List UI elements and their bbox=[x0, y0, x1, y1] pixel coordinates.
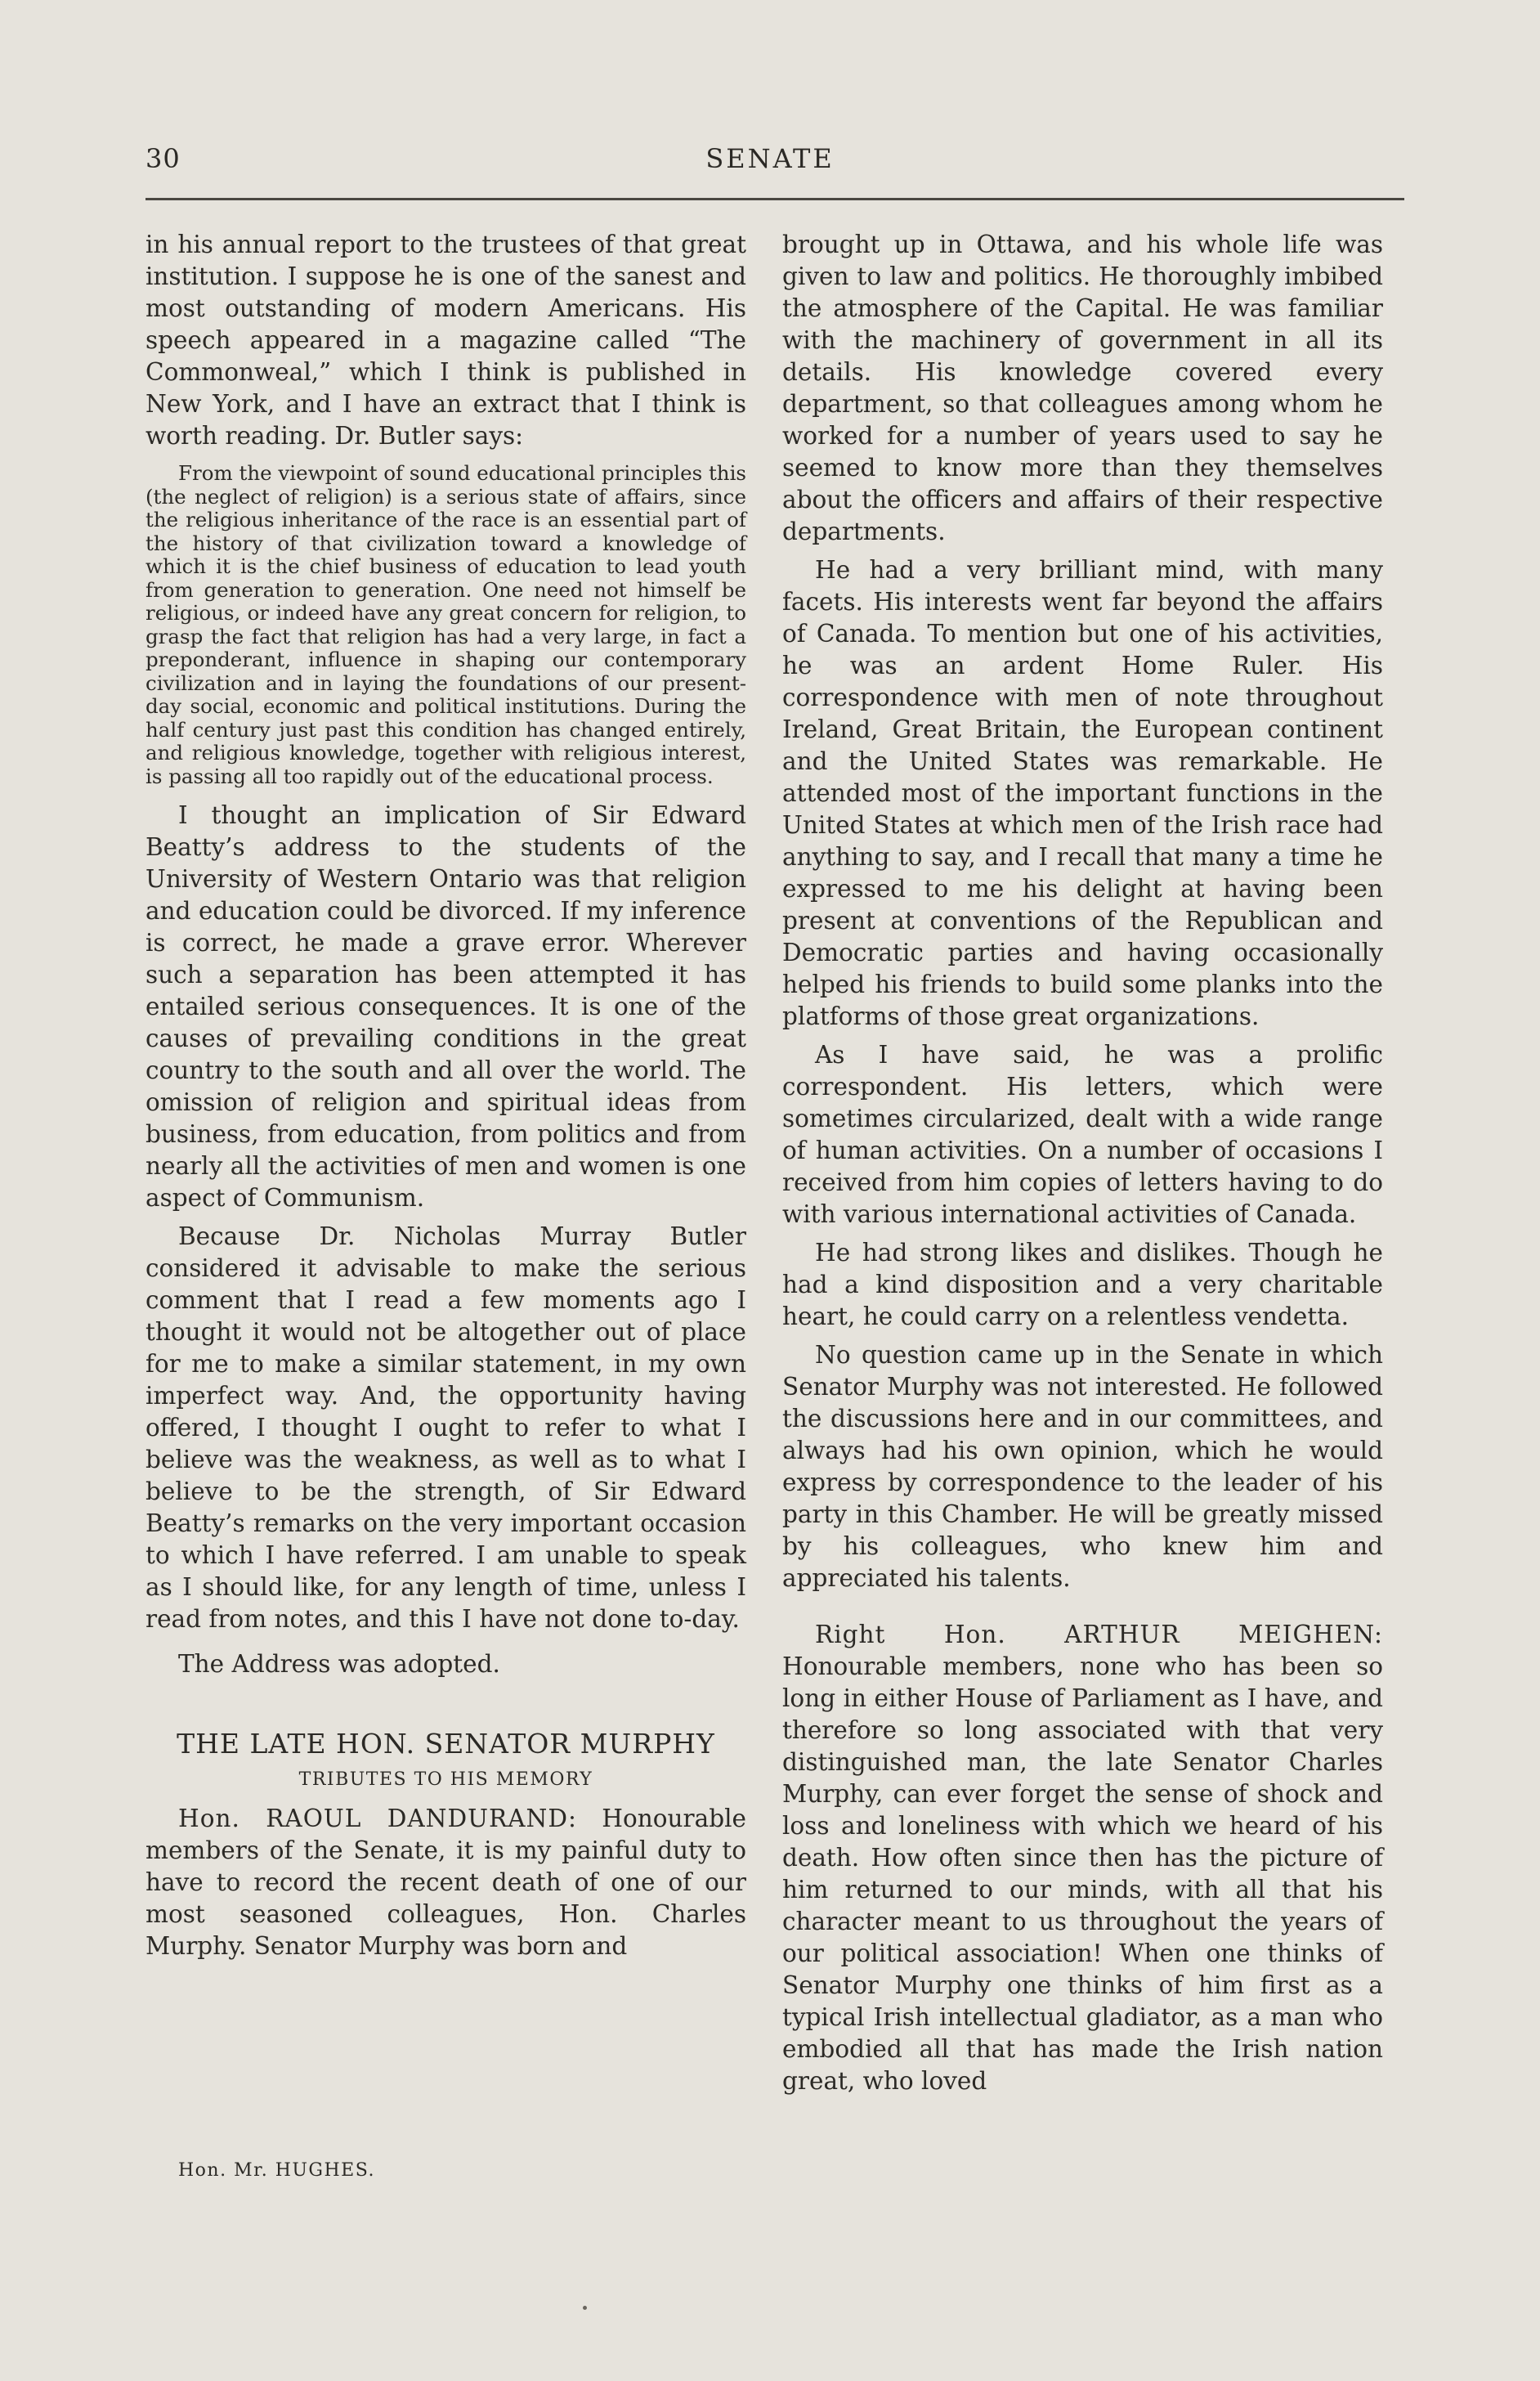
paragraph: As I have said, he was a prolific correspondent. His letters, which were sometimes circularized, dealt with a wide range of human activities. On a number of occasions I received from him copies of letters having to do with various international activities of Canada. bbox=[782, 1041, 1383, 1228]
print-mark bbox=[583, 2306, 587, 2310]
speech-text: Honourable members of the Senate, it is my painful duty to have to record the recent death of one of our most seasoned colleagues, Hon. Charles Murphy. Senator Murphy was born and bbox=[145, 1805, 746, 1960]
running-title: SENATE bbox=[705, 143, 835, 174]
right-column bbox=[782, 229, 1383, 2104]
speech-text: Honourable members, none who has been so long in either House of Parliament as I have, and therefore so long associated with that very distinguished man, the late Senator Charles Murphy, can ever forget the sense of shock and loss and loneliness with which we heard of his death. How often since then has the picture of him returned to our minds, with all that his character meant to us throughout the years of our political association! When one thinks of Senator Murphy one thinks of him first as a typical Irish intellectual gladiator, as a man who embodied all that has made the Irish nation great, who loved bbox=[782, 1652, 1383, 2095]
section-title: THE LATE HON. SENATOR MURPHY bbox=[177, 1728, 715, 1760]
motion-result: The Address was adopted. bbox=[178, 1650, 500, 1678]
paragraph: He had a very brilliant mind, with many facets. His interests went far beyond the affairs of Canada. To mention but one of his activities, he was an ardent Home Ruler. His correspondence with men of note throughout Ireland, Great Britain, the European continent and the United States was remarkable. He attended most of the important functions in the United States at which men of the Irish race had anything to say, and I recall that many a time he expressed to me his delight at having been present at conventions of the Republican and Democratic parties and having occasionally helped his friends to build some planks into the platforms of those great organizations. bbox=[782, 556, 1383, 1030]
speech-paragraph bbox=[145, 1803, 746, 1962]
block-quote: From the viewpoint of sound educational principles this (the neglect of religion) is a serious state of affairs, since the religious inheritance of the race is an essential part of the history of that civilization toward a knowledge of which it is the chief business of education to lead youth from generation to generation. One need not himself be religious, or indeed have any great concern for religion, to grasp the fact that religion has had a very large, in fact a preponderant, influence in shaping our contemporary civilization and in laying the foundations of our present-day social, economic and political institutions. During the half century just past this condition has changed entirely, and religious knowledge, together with religious interest, is passing all too rapidly out of the educational process. bbox=[145, 461, 746, 788]
footer-speaker-note: Hon. Mr. HUGHES. bbox=[178, 2160, 376, 2181]
speech-paragraph bbox=[782, 1619, 1383, 2097]
left-column bbox=[145, 229, 746, 1969]
speaker-name: Right Hon. ARTHUR MEIGHEN: bbox=[815, 1621, 1383, 1648]
header-rule bbox=[145, 198, 1404, 200]
paragraph: in his annual report to the trustees of that great institution. I suppose he is one of the sanest and most outstanding of modern Americans. His speech appeared in a magazine called “The Commonweal,” which I think is published in New York, and I have an extract that I think is worth reading. Dr. Butler says: bbox=[145, 231, 746, 450]
page-number: 30 bbox=[145, 143, 181, 174]
paragraph: brought up in Ottawa, and his whole life was given to law and politics. He thoroughly imbibed the atmosphere of the Capital. He was familiar with the machinery of government in all its details. His knowledge covered every department, so that colleagues among whom he worked for a number of years used to say he seemed to know more than they themselves about the officers and affairs of their respective departments. bbox=[782, 231, 1383, 545]
paragraph: He had strong likes and dislikes. Though he had a kind disposition and a very charitable heart, he could carry on a relentless vendetta. bbox=[782, 1239, 1383, 1330]
speaker-name: Hon. RAOUL DANDURAND: bbox=[178, 1805, 577, 1832]
section-subtitle: TRIBUTES TO HIS MEMORY bbox=[298, 1769, 593, 1790]
paragraph: No question came up in the Senate in which Senator Murphy was not interested. He followed the discussions here and in our committees, and always had his own opinion, which he would express by correspondence to the leader of his party in this Chamber. He will be greatly missed by his colleagues, who knew him and appreciated his talents. bbox=[782, 1341, 1383, 1592]
paragraph: Because Dr. Nicholas Murray Butler considered it advisable to make the serious comment that I read a few moments ago I thought it would not be altogether out of place for me to make a similar statement, in my own imperfect way. And, the opportunity having offered, I thought I ought to refer to what I believe was the weakness, as well as to what I believe to be the strength, of Sir Edward Beatty’s remarks on the very important occasion to which I have referred. I am unable to speak as I should like, for any length of time, unless I read from notes, and this I have not done to-day. bbox=[145, 1222, 746, 1633]
paragraph: I thought an implication of Sir Edward Beatty’s address to the students of the University of Western Ontario was that religion and education could be divorced. If my inference is correct, he made a grave error. Wherever such a separation has been attempted it has entailed serious consequences. It is one of the causes of prevailing conditions in the great country to the south and all over the world. The omission of religion and spiritual ideas from business, from education, from politics and from nearly all the activities of men and women is one aspect of Communism. bbox=[145, 801, 746, 1212]
